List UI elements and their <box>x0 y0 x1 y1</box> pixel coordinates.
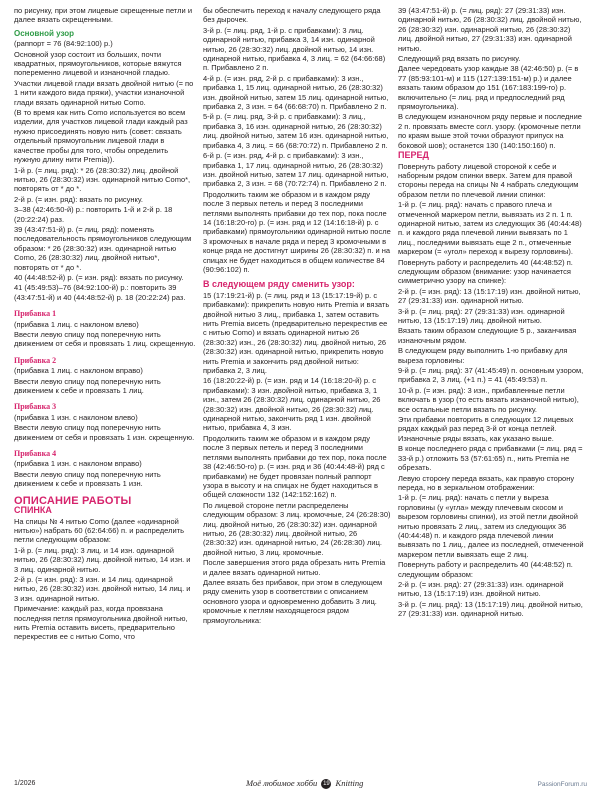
subsection-heading: Прибавка 1 <box>14 309 57 319</box>
paragraph: (В то время как нить Como используется во всем изделии, для участков лицевой глади каждый раз нужно присоединять новую нить (совет: связать отдельный прямоугольник лицевой глади в качестве пробы для того, чтобы определить нужную длину нити Premia)). <box>14 108 188 165</box>
paragraph: 2-й р. (= изн. ряд): вязать по рисунку. <box>14 194 143 204</box>
paragraph: Далее чередовать узор каждые 38 (42:46:50) р. (= в 77 (85:93:101-м) и 115 (127:139:151-м) р.) и далее вязать таким образом до 151 (167:183:199-го) р. включительно (= лиц. ряд и предпоследний ряд прямоугольника). <box>398 64 579 112</box>
part-heading: ПЕРЕД <box>398 150 429 161</box>
paragraph: 39 (43:47:51-й) р. (= лиц. ряд): поменять последовательность прямоугольников следующим образом: * 26 (28:30:32) изн. одинарной нитью Como, 26 (28:30:32) лиц. двойной нитью*, повторять от * до *. <box>14 224 192 272</box>
part-heading: СПИНКА <box>14 505 52 516</box>
subsection-heading: Прибавка 2 <box>14 355 57 365</box>
paragraph: Участки лицевой глади вязать двойной нитью (= по 1 нити каждого вида пряжи), участки изнаночной глади вязать одинарной нитью Como. <box>14 78 194 107</box>
paragraph: 1-й р. (= лиц. ряд): начать с правого плеча и отмеченной маркером петли, вывязать из 2 п. 1 п. одинарной нитью, затем из следующих 36 (40:44:48) п. и каждого ряда плечевой линии вывязать по 1 лиц., последними вывязать еще 2 п., отмеченные маркером (= «угол» переход к вырезу горловины). <box>398 200 582 257</box>
instruction-heading: В следующем ряду сменить узор: <box>203 279 355 290</box>
paragraph: Основной узор состоит из больших, почти квадратных, прямоугольников, которые вяжутся попеременно лицевой и изнаночной гладью. <box>14 49 182 78</box>
paragraph: Ввести левую спицу под поперечную нить движением от себя и провязать 1 изн. скрещенную. <box>14 423 195 442</box>
paragraph: Повернуть работу и распределить 40 (44:48:52) п. следующим образом (внимание: узор начинается симметрично узору на спинке): <box>398 257 573 286</box>
paragraph: по рисунку, при этом лицевые скрещенные петли и далее вязать скрещенными. <box>14 6 193 25</box>
page-number-badge: 19 <box>323 781 330 788</box>
paragraph: 4-й р. (= изн. ряд, 2-й р. с прибавками): 3 изн., прибавка 1, 15 лиц. одинарной нитью, 26 (28:30:32) изн. двойной нитью, затем 15 лиц. одинарной нитью, прибавка 2, 3 изн. = 64 (66:68:70) п. Прибавлено 2 п. <box>203 73 389 112</box>
section-heading: Основной узор <box>14 28 75 38</box>
paragraph: В следующем изнаночном ряду первые и последние 2 п. провязать вместе согл. узору. (кромочные петли по краям выше этой точки образуют припуск на боковой шов); останется 130 (140:150:160) п. <box>398 112 582 150</box>
paragraph: Продолжить таким же образом и в каждом ряду после 3 первых петель и перед 3 последними петлями выполнять прибавки до тех пор, пока после 14 (16:18:20-го) р. (= изн. ряд и 12 (14:16:18-й) р. с прибавками) прямоугольники одинарной нитью после 3 кромочных в начале ряда и перед 3 кромочными в конце ряда не достигнут ширины 26 (28:30:32) п. и на спицах не будет находиться в общем количестве 84 (90:96:102) п. <box>203 189 391 274</box>
paragraph: Следующий ряд вязать по рисунку. <box>398 54 521 64</box>
paragraph: В следующем ряду выполнить 1-ю прибавку для выреза горловины: <box>398 346 568 365</box>
paragraph: 2-й р. (= изн. ряд): 27 (29:31:33) изн. одинарной нитью, 13 (15:17:19) изн. двойной нитью. <box>398 579 564 599</box>
paragraph: 3-й р. (= лиц. ряд): 27 (29:31:33) изн. одинарной нитью, 13 (15:17:19) лиц. двойной нитью. <box>398 306 565 325</box>
paragraph: Ввести левую спицу под поперечную нить движением к себе и провязать 1 лиц. <box>14 376 161 396</box>
paragraph: 3-й р. (= лиц. ряд, 1-й р. с прибавками): 3 лиц. одинарной нитью, прибавка 3, 14 изн. одинарной нитью, 26 (28:30:32) лиц. двойной нитью, 14 изн. одинарной нитью, прибавка 4, 3 лиц. = 62 (64:66:68) п. Прибавлено 2 п. <box>203 25 386 73</box>
paragraph: 40 (44:48:52-й) р. (= изн. ряд): вязать по рисунку. <box>14 272 184 282</box>
column-right <box>398 6 586 620</box>
paragraph: Вязать таким образом следующие 5 р., заканчивая изнаночным рядом. <box>398 326 577 345</box>
paragraph: Повернуть работу лицевой стороной к себе и наборным рядом спинки вверх. Затем для правой стороны переда на спицы № 4 набрать следующим образом петли по плечевой линии спинки: <box>398 161 579 199</box>
paragraph: Ввести левую спицу под поперечную нить движением от себя и провязать 1 лиц. скрещенную. <box>14 330 196 349</box>
paragraph: 1-й р. (= лиц. ряд): * 26 (28:30:32) лиц. двойной нитью, 26 (28:30:32) изн. одинарной нитью Como*, повторять от * до *. <box>14 165 191 194</box>
paragraph: Далее вязать без прибавок, при этом в следующем ряду сменить узор в соответствии с описанием основного узора и одновременно добавить 3 лиц. кромочные к петлям находящегося рядом прямоугольника: <box>203 577 383 625</box>
paragraph: 3–38 (42:46:50-й) р.: повторить 1-й и 2-й р. 18 (20:22:24) раз. <box>14 205 173 224</box>
main-heading: ОПИСАНИЕ РАБОТЫ <box>14 494 132 507</box>
paragraph: Эти прибавки повторить в следующих 12 лицевых рядах каждый раз перед 3-й от конца петлей. Изнаночные ряды вязать, как указано выше. <box>398 415 574 443</box>
paragraph: 2-й р. (= изн. ряд): 3 изн. и 14 лиц. одинарной нитью, 26 (28:30:32) изн. двойной нитью, 14 лиц. и 3 изн. одинарной нитью. <box>14 574 191 603</box>
paragraph: (прибавка 1 лиц. с наклоном влево) <box>14 319 139 329</box>
paragraph: (прибавка 1 изн. с наклоном влево) <box>14 412 138 422</box>
paragraph: бы обеспечить переход к началу следующего ряда без дырочек. <box>203 6 381 25</box>
paragraph: 6-й р. (= изн. ряд, 4-й р. с прибавками): 3 изн., прибавка 1, 17 лиц. одинарной нитью, 26 (28:30:32) изн. двойной нитью, затем 17 лиц. одинарной нитью, прибавка 2, 3 изн. = 68 (70:72:74) п. Прибавлено 2 п. <box>203 151 389 189</box>
paragraph: Левую сторону переда вязать, как правую сторону переда, но в зеркальном отображении: <box>398 473 575 492</box>
watermark: PassionForum.ru <box>537 781 587 788</box>
paragraph: 41 (45:49:53)–76 (84:92:100-й) р.: повторить 39 (43:47:51-й) и 40 (44:48:52-й) р. 18 (20:22:24) раз. <box>14 283 186 302</box>
paragraph: После завершения этого ряда обрезать нить Premia и далее вязать одинарной нитью. <box>203 558 386 577</box>
paragraph: Повернуть работу и распределить 40 (44:48:52) п. следующим образом: <box>398 560 573 579</box>
subsection-heading: Прибавка 3 <box>14 402 57 412</box>
paragraph: Ввести левую спицу под поперечную нить движением к себе и провязать 1 изн. <box>14 469 161 489</box>
paragraph: (прибавка 1 изн. с наклоном вправо) <box>14 459 142 469</box>
paragraph: 3-й р. (= лиц. ряд): 13 (15:17:19) лиц. двойной нитью, 27 (29:31:33) изн. одинарной нитью. <box>398 599 583 619</box>
paragraph: 10-й р. (= изн. ряд): 3 изн., прибавленные петли включать в узор (то есть вязать изнаночной нитью), все остальные петли вязать по рисунку. <box>398 385 579 414</box>
paragraph: По лицевой стороне петли распределены следующим образом: 3 лиц. кромочные, 24 (26:28:30) лиц. двойной нитью, 26 (28:30:32) изн. одинарной нитью, 26 (28:30:32) лиц. двойной нитью, 26 (28:30:32) изн. одинарной нитью, 24 (26:28:30) лиц. двойной нитью, 3 лиц. кромочные. <box>203 500 391 557</box>
paragraph: В конце последнего ряда с прибавками (= лиц. ряд = 33-й р.) отложить 53 (57:61:65) п., нить Premia не обрезать. <box>398 444 583 473</box>
paragraph: Продолжить таким же образом и в каждом ряду после 3 первых петель и перед 3 последними петлями выполнять прибавки до тех пор, пока после 38 (42:46:50-го) р. (= изн. ряд и 36 (40:44:48-й) ряд с прибавками) не будет провязан полный раппорт узора в высоту и на спицах не будет находиться в общей сложности 132 (142:152:162) п. <box>203 433 387 500</box>
issue-number: 1/2026 <box>14 780 36 787</box>
column-left <box>14 6 196 643</box>
paragraph: (раппорт = 76 (84:92:100) р.) <box>14 39 113 49</box>
paragraph: 1-й р. (= лиц. ряд): 3 лиц. и 14 изн. одинарной нитью, 26 (28:30:32) лиц. двойной нитью, 14 изн. и 3 лиц. одинарной нитью. <box>14 545 191 574</box>
paragraph: 15 (17:19:21-й) р. (= лиц. ряд и 13 (15:17:19-й) р. с прибавками): прикрепить новую нить Premia и вязать двойной нитью 3 лиц., прибавка 1, затем оставить нить Premia висеть (предварительно перекрестив ее с нитью Como) и вязать одинарной нитью 26 (28:30:32) изн., 26 (28:30:32) лиц. двойной нитью, 26 (28:30:32) изн. одинарной нитью, прикрепить новую нить Premia и закончить ряд двойной нитью: прибавка 2, 3 лиц. <box>203 290 390 376</box>
paragraph: На спицы № 4 нитью Como (далее «одинарной нитью») набрать 60 (62:64:66) п. и распределить петли следующим образом: <box>14 516 185 545</box>
paragraph: Примечание: каждый раз, когда провязана последняя петля прямоугольника двойной нитью, нить Premia оставить висеть, предварительно перекрестив ее с нитью Como, что <box>14 604 188 642</box>
brand-left-text: Моё любимое хобби <box>246 778 318 788</box>
paragraph: 39 (43:47:51-й) р. (= лиц. ряд): 27 (29:31:33) изн. одинарной нитью, 26 (28:30:32) лиц. двойной нитью, 26 (28:30:32) изн. одинарной нитью, 26 (28:30:32) лиц. двойной нитью, 27 (29:31:33) изн. одинарной нитью. <box>398 6 582 53</box>
magazine-brand <box>246 778 363 789</box>
subsection-heading: Прибавка 4 <box>14 449 57 459</box>
brand-right-text: Knitting <box>335 778 364 788</box>
paragraph: 5-й р. (= лиц. ряд, 3-й р. с прибавками): 3 лиц., прибавка 3, 16 изн. одинарной нитью, 26 (28:30:32) лиц. двойной нитью, затем 16 изн. одинарной нитью, прибавка 4, 3 лиц. = 66 (68:70:72) п. Прибавлено 2 п. <box>203 112 389 150</box>
paragraph: (прибавка 1 лиц. с наклоном вправо) <box>14 366 143 376</box>
page-footer <box>0 778 597 792</box>
paragraph: 2-й р. (= изн. ряд): 13 (15:17:19) изн. двойной нитью, 27 (29:31:33) изн. одинарной нитью. <box>398 286 581 306</box>
paragraph: 1-й р. (= лиц. ряд): начать с петли у выреза горловины (у «угла» между плечевым скосом и вырезом горловины спинки), из этой петли двойной нитью провязать 2 лиц., затем из следующих 36 (40:44:48) п. и каждого ряда плечевой линии вывязать по 1 лиц., далее из последней, отмеченной маркером петли вывязать еще 2 лиц. <box>398 493 584 559</box>
paragraph: 16 (18:20:22-й) р. (= изн. ряд и 14 (16:18:20-й) р. с прибавками): 3 изн. двойной нитью, прибавка 3, 1 изн., затем 26 (28:30:32) лиц. одинарной нитью, 26 (28:30:32) изн. двойной нитью, 26 (28:30:32) лиц. одинарной нитью, закончить ряд 1 изн. двойной нитью, прибавка 4, 3 изн. <box>203 376 381 433</box>
column-middle <box>203 6 391 626</box>
paragraph: 9-й р. (= лиц. ряд): 37 (41:45:49) п. основным узором, прибавка 2, 3 лиц. (+1 п.) = 41 (45:49:53) п. <box>398 366 584 385</box>
